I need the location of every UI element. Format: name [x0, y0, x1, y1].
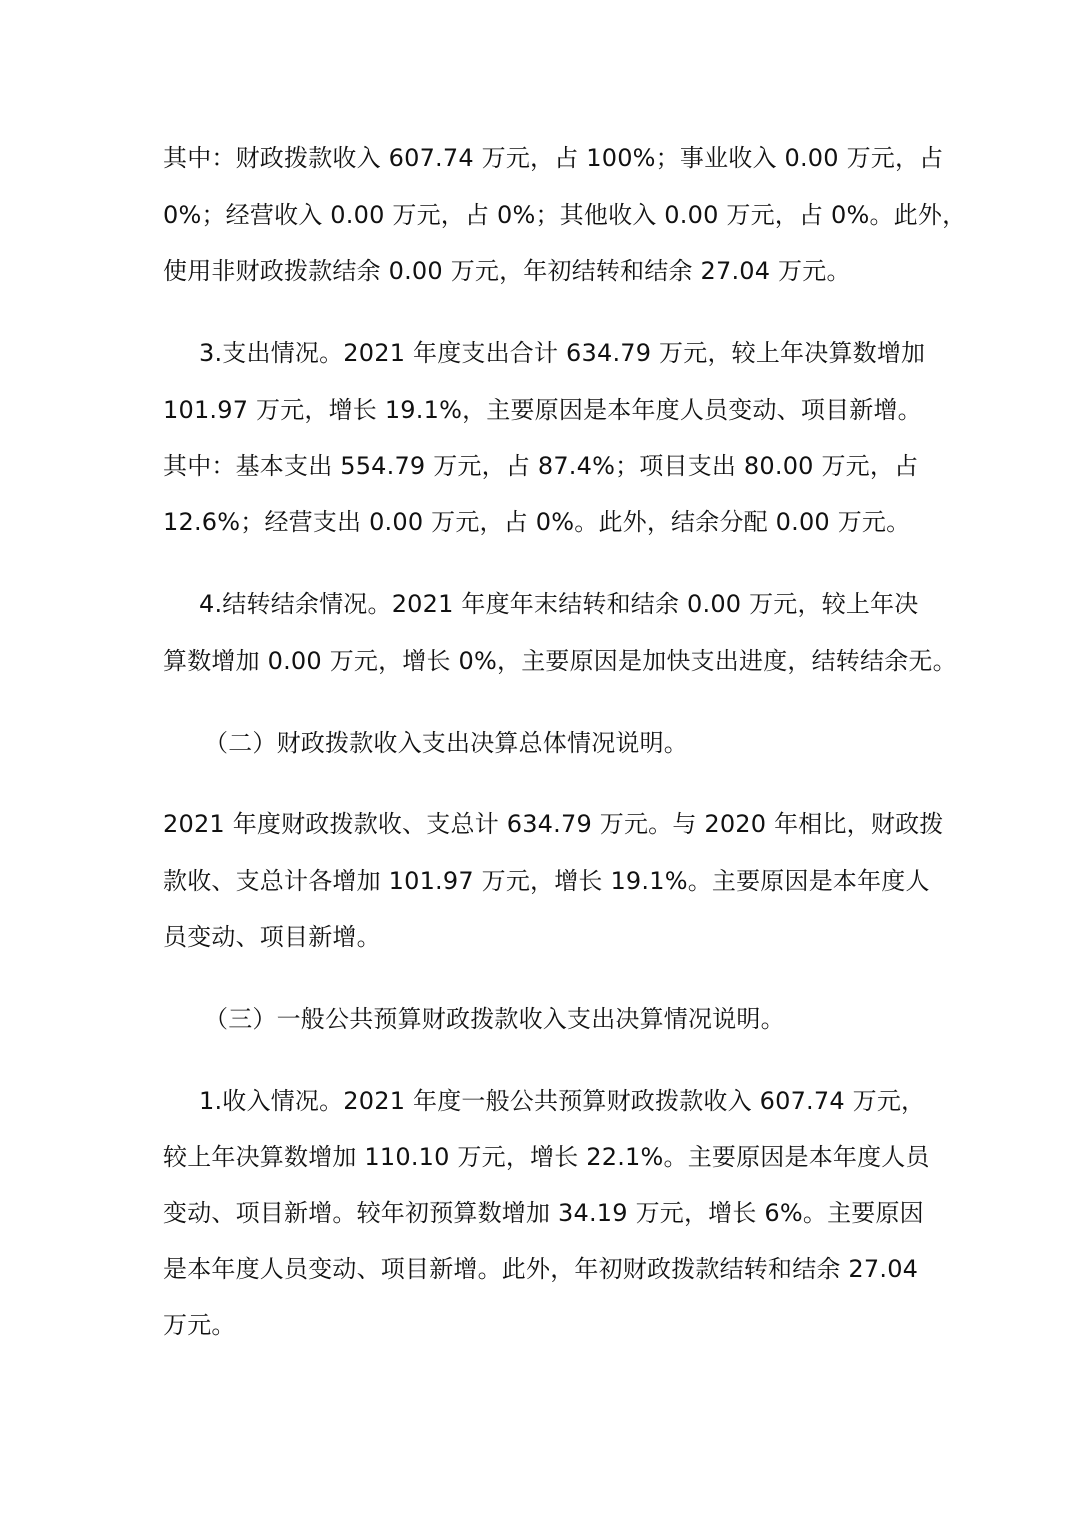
paragraph-budget-income-line-3: 变动、项目新增。较年初预算数增加 34.19 万元，增长 6%。主要原因: [163, 1199, 924, 1227]
paragraph-expenditure-line-2: 101.97 万元，增长 19.1%，主要原因是本年度人员变动、项目新增。: [163, 396, 922, 424]
paragraph-fiscal-total-line-1: 2021 年度财政拨款收、支总计 634.79 万元。与 2020 年相比，财政拨: [163, 810, 944, 838]
section-heading-2: （二）财政拨款收入支出决算总体情况说明。: [204, 729, 688, 757]
paragraph-budget-income-line-1: 1.收入情况。2021 年度一般公共预算财政拨款收入 607.74 万元，: [199, 1087, 926, 1115]
paragraph-income-breakdown-line-1: 其中：财政拨款收入 607.74 万元，占 100%；事业收入 0.00 万元，占: [163, 144, 944, 172]
paragraph-expenditure-line-4: 12.6%；经营支出 0.00 万元，占 0%。此外，结余分配 0.00 万元。: [163, 508, 911, 536]
paragraph-income-breakdown-line-3: 使用非财政拨款结余 0.00 万元，年初结转和结余 27.04 万元。: [163, 257, 851, 285]
paragraph-expenditure-line-1: 3.支出情况。2021 年度支出合计 634.79 万元，较上年决算数增加: [199, 339, 926, 367]
paragraph-budget-income-line-2: 较上年决算数增加 110.10 万元，增长 22.1%。主要原因是本年度人员: [163, 1143, 930, 1171]
paragraph-fiscal-total-line-3: 员变动、项目新增。: [163, 923, 381, 951]
paragraph-carryover-line-2: 算数增加 0.00 万元，增长 0%，主要原因是加快支出进度，结转结余无。: [163, 647, 957, 675]
paragraph-income-breakdown-line-2: 0%；经营收入 0.00 万元，占 0%；其他收入 0.00 万元，占 0%。此外，: [163, 201, 967, 229]
paragraph-expenditure-line-3: 其中：基本支出 554.79 万元，占 87.4%；项目支出 80.00 万元，占: [163, 452, 919, 480]
section-heading-3: （三）一般公共预算财政拨款收入支出决算情况说明。: [204, 1005, 785, 1033]
paragraph-budget-income-line-5: 万元。: [163, 1311, 236, 1339]
paragraph-fiscal-total-line-2: 款收、支总计各增加 101.97 万元，增长 19.1%。主要原因是本年度人: [163, 867, 930, 895]
paragraph-carryover-line-1: 4.结转结余情况。2021 年度年末结转和结余 0.00 万元，较上年决: [199, 590, 919, 618]
paragraph-budget-income-line-4: 是本年度人员变动、项目新增。此外，年初财政拨款结转和结余 27.04: [163, 1255, 919, 1283]
